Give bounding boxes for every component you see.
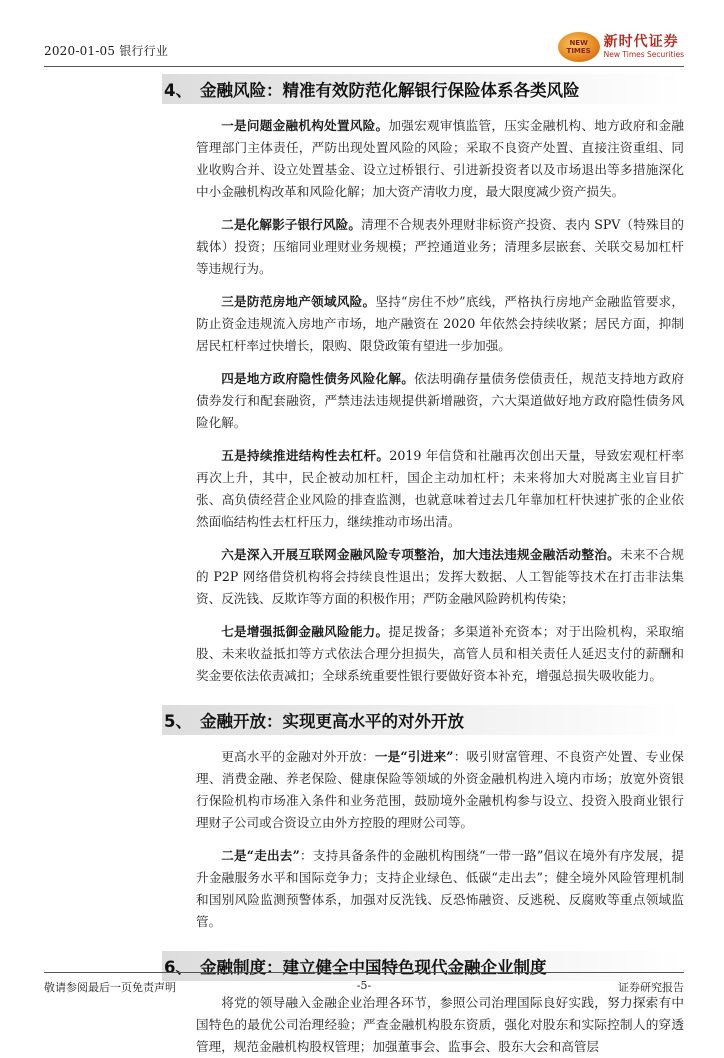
paragraph xyxy=(196,845,684,933)
paragraph-body: 坚持“房住不炒”底线，严格执行房地产金融监管要求，防止资金违规流入房地产市场，地产融资在 2020 年依然会持续收紧；居民方面，抑制居民杠杆率过快增长，限购、限贷政策有望进一步加强。 xyxy=(196,294,684,353)
report-date-industry: 2020-01-05 银行行业 xyxy=(44,44,169,58)
paragraph xyxy=(196,445,684,533)
paragraph-lead: 七是增强抵御金融风险能力。 xyxy=(221,624,389,639)
page-number: -5- xyxy=(356,979,372,992)
company-logo xyxy=(558,30,684,64)
section-title: 金融风险：精准有效防范化解银行保险体系各类风险 xyxy=(199,81,580,100)
section-number: 5、 xyxy=(164,712,192,731)
logo-mark-top: NEW xyxy=(569,39,588,47)
paragraph-body: 2019 年信贷和社融再次创出天量，导致宏观杠杆率再次上升，其中，民企被动加杠杆，国企主动加杠杆；未来将加大对脱离主业盲目扩张、高负债经营企业风险的排查监测，也就意味着过去几年靠加杠杆快速扩张的企业依然面临结构性去杠杆压力，继续推动市场出清。 xyxy=(196,448,685,529)
footer-report-type: 证券研究报告 xyxy=(618,981,684,994)
main-content xyxy=(164,74,685,1058)
paragraph-lead: 一是问题金融机构处置风险。 xyxy=(221,118,389,133)
paragraph xyxy=(196,621,684,687)
section-title: 金融开放：实现更高水平的对外开放 xyxy=(199,712,464,731)
section-heading-4 xyxy=(162,74,684,104)
section-number: 6、 xyxy=(164,958,192,977)
logo-english-name: New Times Securities xyxy=(603,50,684,59)
page-header xyxy=(44,30,684,67)
paragraph-lead: 二是“走出去” xyxy=(221,848,300,863)
paragraph-lead: 三是防范房地产领域风险。 xyxy=(221,294,376,309)
paragraph-body: 清理不合规表外理财非标资产投资、表内 SPV（特殊目的载体）投资；压缩同业理财业务规模；严控通道业务；清理多层嵌套、关联交易加杠杆等违规行为。 xyxy=(196,217,684,276)
paragraph xyxy=(196,291,684,357)
section-heading-5 xyxy=(162,705,684,735)
paragraph xyxy=(196,992,684,1058)
paragraph xyxy=(196,368,684,434)
paragraph-body: ：支持具备条件的金融机构围绕“一带一路”倡议在境外有序发展，提升金融服务水平和国际竞争力；支持企业绿色、低碳“走出去”；健全境外风险管理机制和国别风险监测预警体系，加强对反洗钱、反恐怖融资、反逃税、反腐败等重点领域监管。 xyxy=(196,848,684,929)
paragraph-lead: 四是地方政府隐性债务风险化解。 xyxy=(221,371,415,386)
paragraph xyxy=(196,544,684,610)
paragraph-lead: 二是化解影子银行风险。 xyxy=(221,217,362,232)
paragraph xyxy=(196,115,684,203)
page-footer xyxy=(44,972,684,993)
paragraph-intro: 更高水平的金融对外开放： xyxy=(221,749,375,764)
section-title: 金融制度：建立健全中国特色现代金融企业制度 xyxy=(199,958,547,977)
paragraph-lead: 五是持续推进结构性去杠杆。 xyxy=(221,448,390,463)
paragraph-body: 加强宏观审慎监管，压实金融机构、地方政府和金融管理部门主体责任，严防出现处置风险的风险；采取不良资产处置、直接注资重组、同业收购合并、设立处置基金、设立过桥银行、引进新投资者以及市场退出等多措施深化中小金融机构改革和风险化解；加大资产清收力度，最大限度减少资产损失。 xyxy=(196,118,685,199)
logo-mark-bottom: TIMES xyxy=(566,47,591,55)
paragraph-body: 提足拨备；多渠道补充资本；对于出险机构，采取缩股、未来收益抵扣等方式依法合理分担损失，高管人员和相关责任人延迟支付的薪酬和奖金要依法依责减扣；全球系统重要性银行要做好资本补充，增强总损失吸收能力。 xyxy=(196,624,685,683)
paragraph-body: ：吸引财富管理、不良资产处置、专业保理、消费金融、养老保险、健康保险等领域的外资金融机构进入境内市场；放宽外资银行保险机构市场准入条件和业务范围，鼓励境外金融机构参与设立、投资入股商业银行理财子公司或合资设立由外方控股的理财公司等。 xyxy=(196,749,685,830)
section-number: 4、 xyxy=(164,81,192,100)
paragraph-lead: 六是深入开展互联网金融风险专项整治，加大违法违规金融活动整治。 xyxy=(221,547,620,562)
logo-chinese-name: 新时代证券 xyxy=(603,34,679,50)
paragraph-body: 依法明确存量债务偿债责任，规范支持地方政府债券发行和配套融资，严禁违法违规提供新增融资，六大渠道做好地方政府隐性债务风险化解。 xyxy=(196,371,685,430)
paragraph xyxy=(196,746,684,834)
paragraph-body: 将党的领导融入金融企业治理各环节，参照公司治理国际良好实践，努力探索有中国特色的最优公司治理经验；严查金融机构股东资质，强化对股东和实际控制人的穿透管理，规范金融机构股权管理；加强董事会、监事会、股东大会和高管层 xyxy=(196,995,684,1054)
footer-disclaimer: 敬请参阅最后一页免责声明 xyxy=(44,981,176,994)
paragraph-body: 未来不合规的 P2P 网络借贷机构将会持续良性退出；发挥大数据、人工智能等技术在打击非法集资、反洗钱、反欺诈等方面的积极作用；严防金融风险跨机构传染； xyxy=(196,547,685,606)
paragraph-lead: 一是“引进来” xyxy=(374,749,454,764)
logo-emblem-icon xyxy=(558,32,600,62)
paragraph xyxy=(196,214,684,280)
